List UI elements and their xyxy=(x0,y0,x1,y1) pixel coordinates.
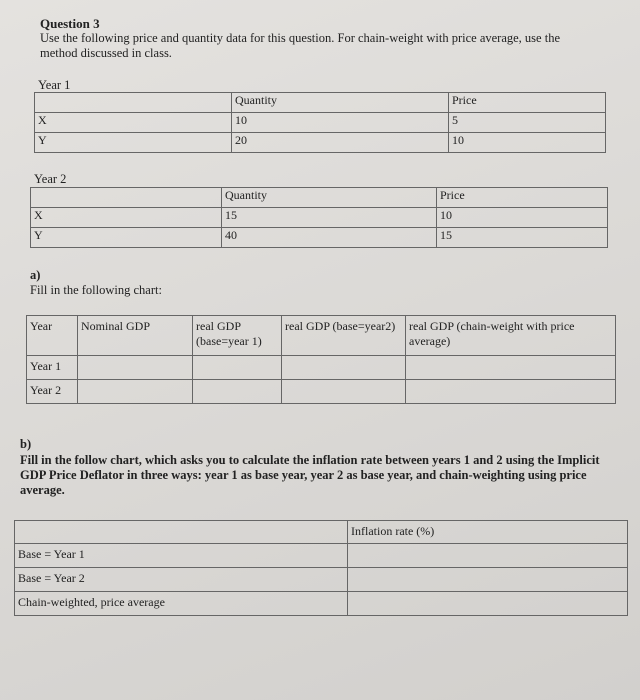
table-header-cell: Nominal GDP xyxy=(78,316,193,356)
year2-label: Year 2 xyxy=(34,172,67,186)
table-row xyxy=(27,316,616,356)
table-row xyxy=(31,228,608,248)
table-cell: X xyxy=(35,113,232,133)
table-cell: 20 xyxy=(232,133,449,153)
table-cell xyxy=(282,380,406,404)
table-header-cell: Quantity xyxy=(232,93,449,113)
table-cell: X xyxy=(31,208,222,228)
table-cell xyxy=(348,544,628,568)
table-cell: 15 xyxy=(222,208,437,228)
table-header-cell xyxy=(31,188,222,208)
table-row xyxy=(27,380,616,404)
table-row xyxy=(35,133,606,153)
table-row xyxy=(15,592,628,616)
year1-label: Year 1 xyxy=(38,78,71,92)
table-cell: 10 xyxy=(437,208,608,228)
table-cell xyxy=(78,356,193,380)
part-a-table xyxy=(26,315,616,404)
table-row xyxy=(35,113,606,133)
part-b-instruction: Fill in the follow chart, which asks you to calculate the inflation rate between years 1 and 2 using the Implicit GDP Price Deflator in three ways: year 1 as base year, year 2 as base year, and chain-weighting using price average. xyxy=(20,453,600,497)
table-header-cell: Quantity xyxy=(222,188,437,208)
table-cell: Year 1 xyxy=(27,356,78,380)
table-row xyxy=(15,521,628,544)
table-header-cell: real GDP (chain-weight with price average) xyxy=(406,316,616,356)
part-b-label: b) xyxy=(20,437,32,451)
table-header-cell: real GDP (base=year 1) xyxy=(193,316,282,356)
table-cell xyxy=(348,568,628,592)
table-header-cell: Inflation rate (%) xyxy=(348,521,628,544)
table-header-cell: real GDP (base=year2) xyxy=(282,316,406,356)
table-cell: 10 xyxy=(232,113,449,133)
table-cell: 40 xyxy=(222,228,437,248)
table-row xyxy=(31,208,608,228)
table-header-cell: Year xyxy=(27,316,78,356)
table-cell: 15 xyxy=(437,228,608,248)
table-row xyxy=(15,568,628,592)
table-cell xyxy=(193,380,282,404)
table-cell xyxy=(406,356,616,380)
table-cell xyxy=(282,356,406,380)
part-b-table xyxy=(14,520,628,616)
year1-table xyxy=(34,92,606,153)
table-cell: Y xyxy=(35,133,232,153)
table-header-cell: Price xyxy=(449,93,606,113)
table-cell: Year 2 xyxy=(27,380,78,404)
year2-table xyxy=(30,187,608,248)
table-cell: 10 xyxy=(449,133,606,153)
part-a-instruction: Fill in the following chart: xyxy=(30,283,162,297)
table-header-cell xyxy=(35,93,232,113)
table-cell: Base = Year 1 xyxy=(15,544,348,568)
table-row xyxy=(31,188,608,208)
table-cell xyxy=(78,380,193,404)
question-intro: Use the following price and quantity data for this question. For chain-weight with price average, use the method discussed in class. xyxy=(40,31,560,60)
table-cell: Chain-weighted, price average xyxy=(15,592,348,616)
table-header-cell xyxy=(15,521,348,544)
table-cell xyxy=(406,380,616,404)
question-title: Question 3 xyxy=(40,16,100,31)
table-cell xyxy=(193,356,282,380)
table-row xyxy=(35,93,606,113)
table-cell: Y xyxy=(31,228,222,248)
table-cell xyxy=(348,592,628,616)
table-row xyxy=(27,356,616,380)
table-row xyxy=(15,544,628,568)
table-cell: Base = Year 2 xyxy=(15,568,348,592)
table-cell: 5 xyxy=(449,113,606,133)
part-a-label: a) xyxy=(30,268,41,282)
table-header-cell: Price xyxy=(437,188,608,208)
